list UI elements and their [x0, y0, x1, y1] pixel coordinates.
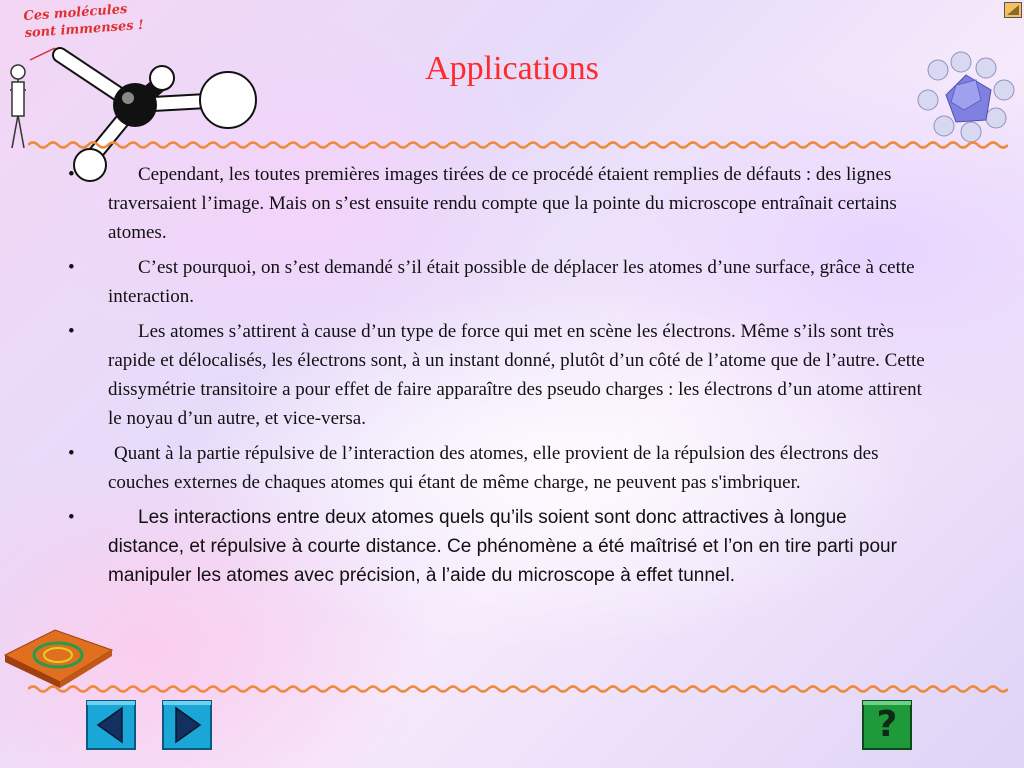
bullet-marker: • [68, 164, 75, 185]
bullet-text: Les interactions entre deux atomes quels qu’ils soient sont donc attractives à longue distance, et répulsive à courte distance. Ce phénomène a été maîtrisé et l’on en tire parti pour manipuler les atomes avec précision, à l’aide du microscope à effet tunnel. [108, 507, 897, 586]
slide-title: Applications [425, 50, 599, 87]
bullet-item [68, 253, 928, 311]
next-slide-button[interactable] [162, 700, 212, 750]
illustration-caption: Ces molécules sont immenses ! [23, 1, 145, 42]
bullet-marker: • [68, 507, 75, 528]
bullet-marker: • [68, 257, 75, 278]
bullet-item [68, 317, 928, 433]
bullet-text: Quant à la partie répulsive de l’interaction des atomes, elle provient de la répulsion des électrons des couches externes de chaques atomes qui étant de même charge, ne peuvent pas s'imbriquer. [108, 443, 879, 493]
corner-page-icon [1004, 2, 1022, 18]
atomic-surface-illustration [0, 610, 120, 690]
bullet-item [68, 439, 928, 497]
bullet-marker: • [68, 321, 75, 342]
slide-body [68, 160, 928, 596]
top-divider-line [28, 140, 1008, 150]
bullet-item [68, 160, 928, 247]
bottom-divider-line [28, 684, 1008, 694]
question-mark-icon: ? [876, 704, 898, 745]
bullet-text: Les atomes s’attirent à cause d’un type de force qui met en scène les électrons. Même s’ils sont très rapide et délocalisés, les électrons sont, à un instant donné, plutôt d’un côté de l’atome que de l’autre. Cette dissymétrie transitoire a pour effet de faire apparaître des pseudo charges : les électrons d’un atome attirent le noyau d’un autre, et vice-versa. [108, 321, 925, 429]
help-button[interactable] [862, 700, 912, 750]
bullet-text: C’est pourquoi, on s’est demandé s’il était possible de déplacer les atomes d’une surface, grâce à cette interaction. [108, 257, 915, 307]
bullet-marker: • [68, 443, 75, 464]
bullet-item [68, 503, 928, 590]
previous-slide-button[interactable] [86, 700, 136, 750]
bullet-text: Cependant, les toutes premières images tirées de ce procédé étaient remplies de défauts : des lignes traversaient l’image. Mais on s’est ensuite rendu compte que la pointe du microscope entraînait certains atomes. [108, 164, 897, 243]
